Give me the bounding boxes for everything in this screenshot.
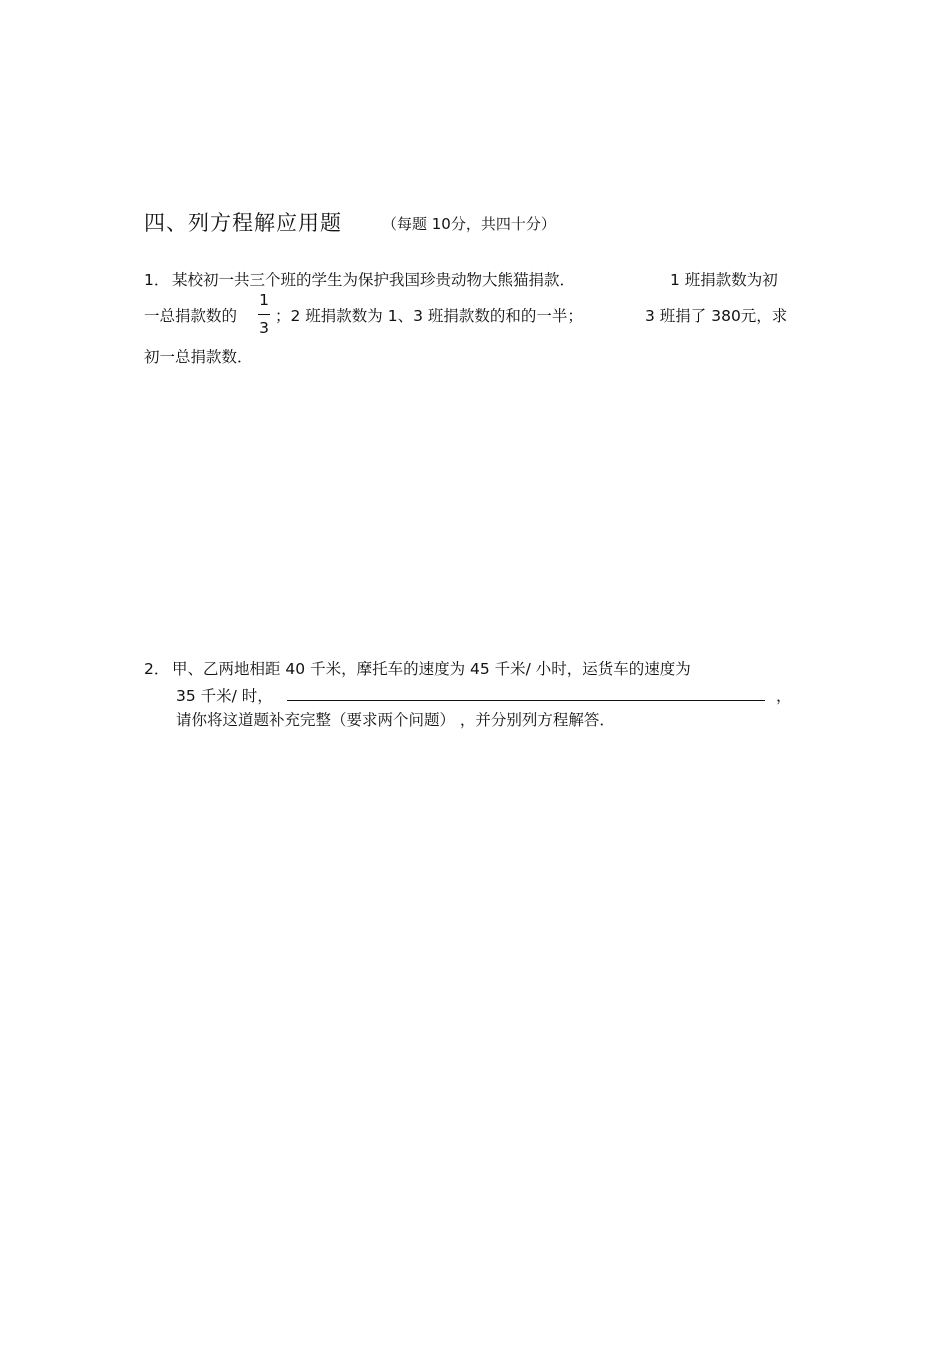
q1-line2-end: 3 班捐了 380元，求 [645, 307, 788, 325]
q1-line1-end: 1 班捐款数为初 [670, 271, 778, 289]
q1-line2-start: 一总捐款数的 [144, 307, 238, 325]
section-title: 四、列方程解应用题 [144, 211, 342, 235]
section-note: （每题 10分，共四十分） [382, 215, 556, 233]
fraction-denominator: 3 [259, 319, 269, 337]
q2-line1: 甲、乙两地相距 40 千米，摩托车的速度为 45 千米/ 小时，运货车的速度为 [172, 660, 691, 678]
q2-line2-end: ， [776, 687, 792, 705]
q1-line1-text: 某校初一共三个班的学生为保护我国珍贵动物大熊猫捐款． [172, 271, 576, 289]
fraction-bar [258, 314, 270, 315]
answer-blank-line [287, 700, 765, 701]
q2-line3: 请你将这道题补充完整（要求两个问题） ，并分别列方程解答． [176, 711, 615, 729]
q2-line2-start: 35 千米/ 时， [176, 687, 273, 705]
q2-number: 2． [144, 660, 170, 678]
q1-line3: 初一总捐款数． [144, 348, 253, 366]
fraction-numerator: 1 [259, 291, 269, 309]
q1-number: 1． [144, 271, 170, 289]
q1-line2-middle: ；2 班捐款数为 1、3 班捐款数的和的一半； [275, 307, 583, 325]
